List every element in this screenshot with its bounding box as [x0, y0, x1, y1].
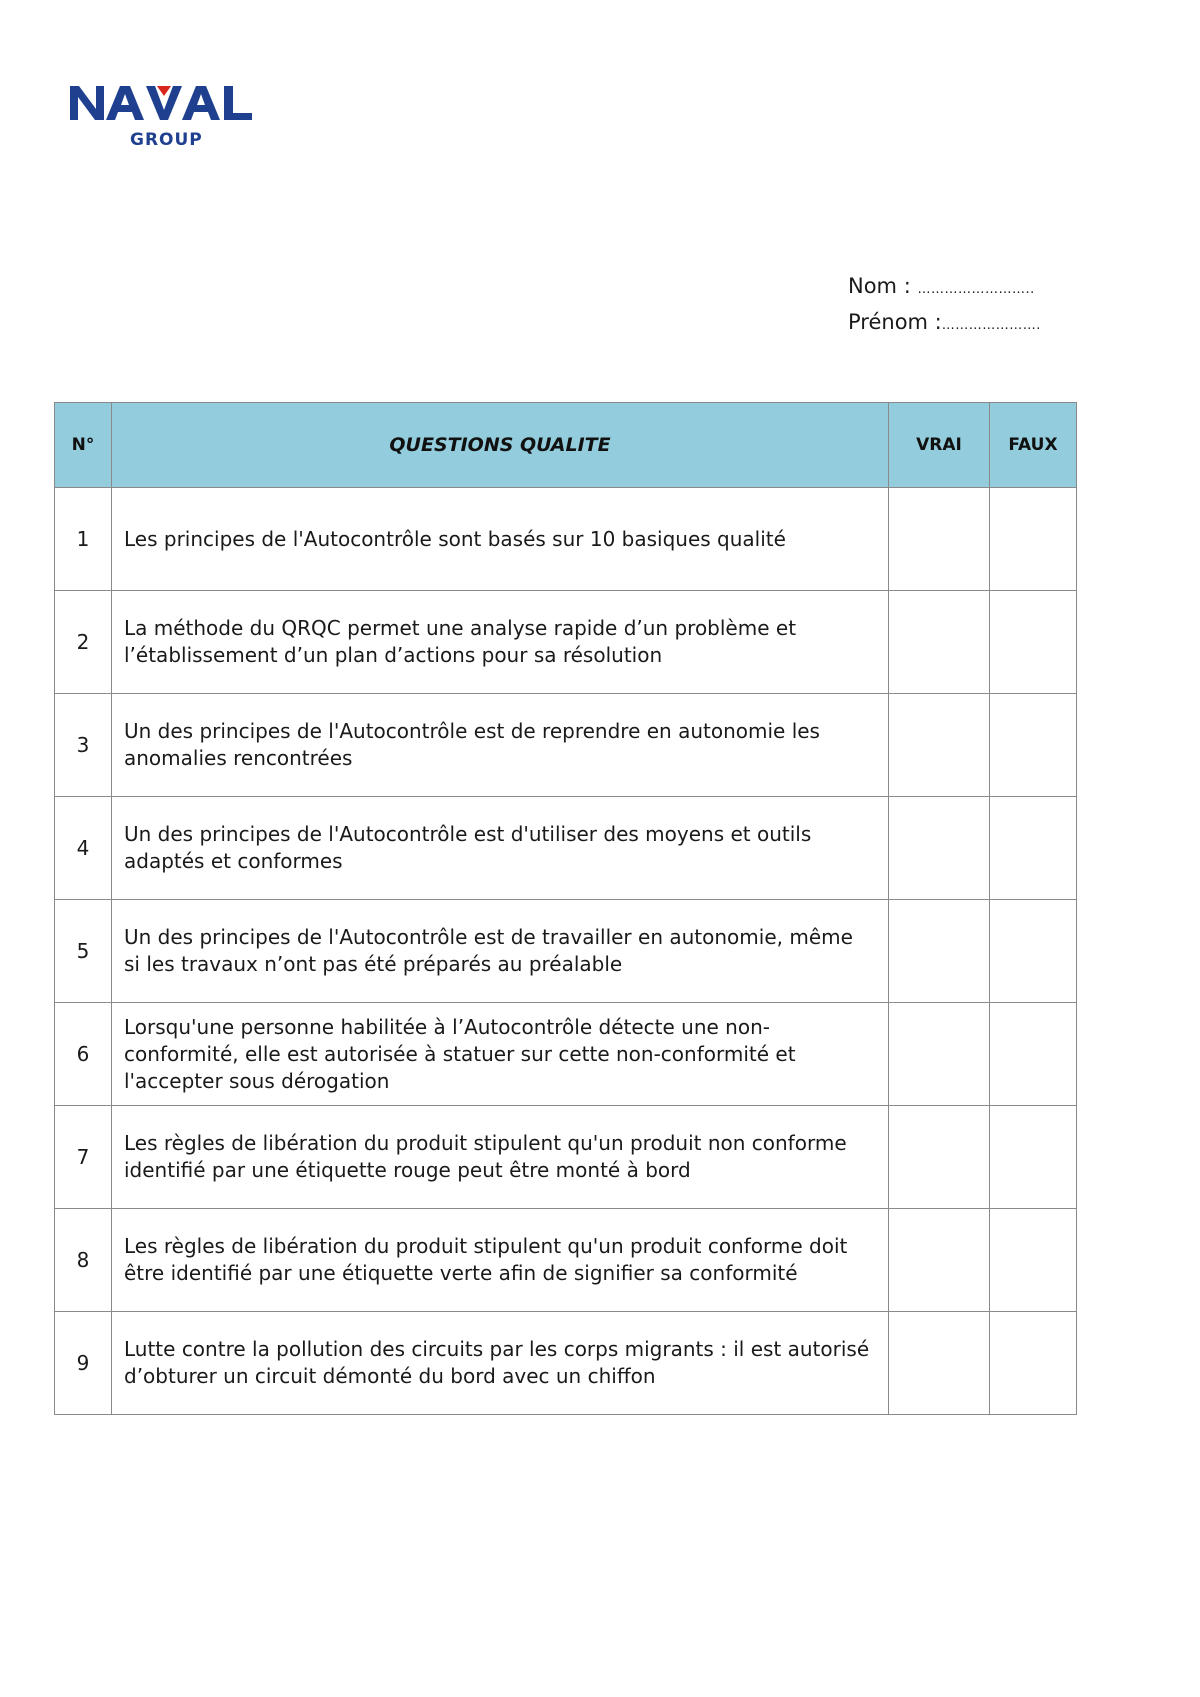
header-vrai: VRAI [889, 403, 990, 488]
identity-fields [848, 270, 1041, 342]
prenom-line[interactable] [848, 306, 1041, 342]
row-number: 3 [55, 694, 112, 797]
question-text: Un des principes de l'Autocontrôle est d'utiliser des moyens et outils adaptés et conformes [112, 797, 889, 900]
header-questions: QUESTIONS QUALITE [112, 403, 889, 488]
question-text: Un des principes de l'Autocontrôle est de travailler en autonomie, même si les travaux n’ont pas été préparés au préalable [112, 900, 889, 1003]
nom-dots: …………………….. [917, 282, 1035, 297]
vrai-answer-cell[interactable] [889, 1209, 990, 1312]
quality-questions-table [54, 402, 1077, 1415]
row-number: 1 [55, 488, 112, 591]
faux-answer-cell[interactable] [990, 797, 1077, 900]
vrai-answer-cell[interactable] [889, 900, 990, 1003]
table-row [55, 1209, 1077, 1312]
prenom-dots: …………………. [941, 318, 1041, 333]
prenom-label: Prénom : [848, 310, 942, 334]
vrai-answer-cell[interactable] [889, 797, 990, 900]
faux-answer-cell[interactable] [990, 694, 1077, 797]
row-number: 2 [55, 591, 112, 694]
faux-answer-cell[interactable] [990, 1106, 1077, 1209]
header-num: N° [55, 403, 112, 488]
table-row [55, 488, 1077, 591]
vrai-answer-cell[interactable] [889, 694, 990, 797]
row-number: 7 [55, 1106, 112, 1209]
faux-answer-cell[interactable] [990, 1209, 1077, 1312]
vrai-answer-cell[interactable] [889, 1003, 990, 1106]
vrai-answer-cell[interactable] [889, 488, 990, 591]
vrai-answer-cell[interactable] [889, 1312, 990, 1415]
vrai-answer-cell[interactable] [889, 591, 990, 694]
nom-label: Nom : [848, 274, 911, 298]
table-row [55, 900, 1077, 1003]
faux-answer-cell[interactable] [990, 1003, 1077, 1106]
vrai-answer-cell[interactable] [889, 1106, 990, 1209]
faux-answer-cell[interactable] [990, 900, 1077, 1003]
question-text: Lorsqu'une personne habilitée à l’Autocontrôle détecte une non-conformité, elle est autorisée à statuer sur cette non-conformité et l'accepter sous dérogation [112, 1003, 889, 1106]
table-row [55, 694, 1077, 797]
row-number: 6 [55, 1003, 112, 1106]
question-text: Les règles de libération du produit stipulent qu'un produit non conforme identifié par une étiquette rouge peut être monté à bord [112, 1106, 889, 1209]
table-row [55, 591, 1077, 694]
table-row [55, 1003, 1077, 1106]
faux-answer-cell[interactable] [990, 591, 1077, 694]
row-number: 8 [55, 1209, 112, 1312]
question-text: Les règles de libération du produit stipulent qu'un produit conforme doit être identifié par une étiquette verte afin de signifier sa conformité [112, 1209, 889, 1312]
question-text: La méthode du QRQC permet une analyse rapide d’un problème et l’établissement d’un plan d’actions pour sa résolution [112, 591, 889, 694]
header-faux: FAUX [990, 403, 1077, 488]
question-text: Lutte contre la pollution des circuits par les corps migrants : il est autorisé d’obturer un circuit démonté du bord avec un chiffon [112, 1312, 889, 1415]
svg-text:GROUP: GROUP [130, 130, 203, 150]
table-row [55, 1106, 1077, 1209]
row-number: 9 [55, 1312, 112, 1415]
faux-answer-cell[interactable] [990, 1312, 1077, 1415]
naval-group-logo [68, 82, 292, 154]
question-text: Un des principes de l'Autocontrôle est de reprendre en autonomie les anomalies rencontrées [112, 694, 889, 797]
table-row [55, 797, 1077, 900]
table-row [55, 1312, 1077, 1415]
table-header-row [55, 403, 1077, 488]
row-number: 4 [55, 797, 112, 900]
row-number: 5 [55, 900, 112, 1003]
question-text: Les principes de l'Autocontrôle sont basés sur 10 basiques qualité [112, 488, 889, 591]
nom-line[interactable] [848, 270, 1041, 306]
faux-answer-cell[interactable] [990, 488, 1077, 591]
